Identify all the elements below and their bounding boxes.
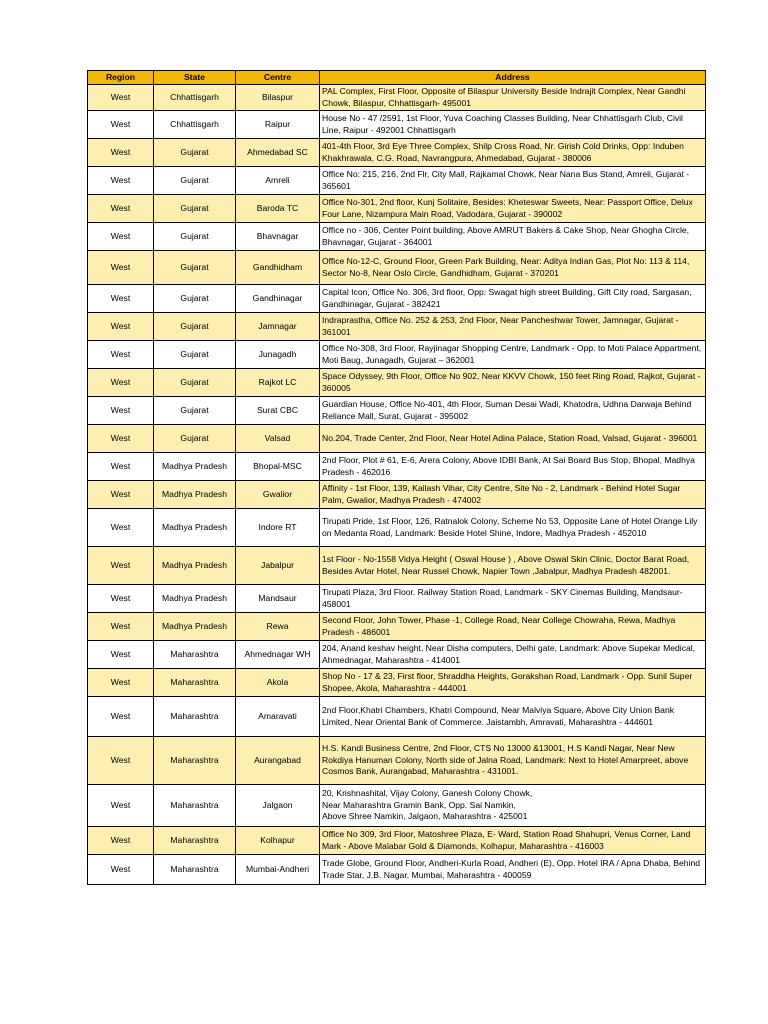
table-row [88, 855, 706, 885]
cell-centre: Mumbai-Andheri [236, 855, 320, 885]
table-row [88, 425, 706, 453]
table-row [88, 669, 706, 697]
cell-region: West [88, 613, 154, 641]
cell-region: West [88, 827, 154, 855]
cell-state: Maharashtra [154, 785, 236, 827]
cell-centre: Aurangabad [236, 737, 320, 785]
cell-centre: Jalgaon [236, 785, 320, 827]
cell-state: Maharashtra [154, 669, 236, 697]
header-region: Region [88, 71, 154, 85]
table-row [88, 341, 706, 369]
table-row [88, 251, 706, 285]
cell-address: Office no - 306, Center Point building, Above AMRUT Bakers & Cake Shop, Near Ghogha Circle, Bhavnagar, Gujarat - 364001 [320, 223, 706, 251]
cell-region: West [88, 285, 154, 313]
cell-region: West [88, 547, 154, 585]
cell-address: Office No: 215, 216, 2nd Flr, City Mall, Rajkamal Chowk, Near Nana Bus Stand, Amreli, Gujarat - 365601 [320, 167, 706, 195]
table-row [88, 453, 706, 481]
cell-address: Guardian House, Office No-401, 4th Floor, Suman Desai Wadi, Khatodra, Udhna Darwaja Behind Reliance Mall, Surat, Gujarat - 395002 [320, 397, 706, 425]
cell-centre: Kolhapur [236, 827, 320, 855]
cell-address: 204, Anand keshav height, Near Disha computers, Delhi gate, Landmark: Above Supekar Medical, Ahmednagar, Maharashtra - 414001 [320, 641, 706, 669]
cell-state: Maharashtra [154, 855, 236, 885]
cell-centre: Valsad [236, 425, 320, 453]
cell-region: West [88, 697, 154, 737]
cell-address: Space Odyssey, 9th Floor, Office No 902, Near KKVV Chowk, 150 feet Ring Road, Rajkot, Gujarat - 360005 [320, 369, 706, 397]
table-row [88, 641, 706, 669]
table-row [88, 85, 706, 111]
cell-centre: Jabalpur [236, 547, 320, 585]
table-row [88, 481, 706, 509]
cell-region: West [88, 641, 154, 669]
cell-region: West [88, 167, 154, 195]
table-row [88, 195, 706, 223]
cell-region: West [88, 397, 154, 425]
cell-state: Gujarat [154, 425, 236, 453]
table-row [88, 111, 706, 139]
cell-centre: Bilaspur [236, 85, 320, 111]
cell-state: Gujarat [154, 223, 236, 251]
cell-centre: Surat CBC [236, 397, 320, 425]
cell-region: West [88, 425, 154, 453]
cell-region: West [88, 313, 154, 341]
cell-region: West [88, 737, 154, 785]
cell-state: Gujarat [154, 369, 236, 397]
cell-state: Madhya Pradesh [154, 509, 236, 547]
cell-centre: Baroda TC [236, 195, 320, 223]
header-address: Address [320, 71, 706, 85]
cell-centre: Amreli [236, 167, 320, 195]
table-row [88, 585, 706, 613]
cell-state: Gujarat [154, 167, 236, 195]
table-row [88, 223, 706, 251]
cell-address: Shop No - 17 & 23, First floor, Shraddha Heights, Gorakshan Road, Landmark - Opp. Sunil Super Shopee, Akola, Maharashtra - 444001 [320, 669, 706, 697]
cell-centre: Akola [236, 669, 320, 697]
cell-centre: Ahmednagar WH [236, 641, 320, 669]
cell-centre: Jamnagar [236, 313, 320, 341]
cell-region: West [88, 669, 154, 697]
cell-state: Madhya Pradesh [154, 585, 236, 613]
cell-region: West [88, 585, 154, 613]
cell-state: Gujarat [154, 195, 236, 223]
cell-centre: Gandhinagar [236, 285, 320, 313]
cell-region: West [88, 111, 154, 139]
cell-region: West [88, 341, 154, 369]
cell-centre: Ahmedabad SC [236, 139, 320, 167]
cell-address: 20, Krishnashital, Vijay Colony, Ganesh Colony Chowk, Near Maharashtra Gramin Bank, Opp. Sai Namkin, Above Shree Namkin, Jalgaon, Maharashtra - 425001 [320, 785, 706, 827]
cell-state: Madhya Pradesh [154, 481, 236, 509]
cell-centre: Rajkot LC [236, 369, 320, 397]
cell-state: Gujarat [154, 313, 236, 341]
cell-region: West [88, 195, 154, 223]
cell-centre: Junagadh [236, 341, 320, 369]
cell-address: 401-4th Floor, 3rd Eye Three Complex, Shilp Cross Road, Nr. Girish Cold Drinks, Opp: Induben Khakhrawala, C.G. Road, Navrangpura, Ahmedabad, Gujarat - 380006 [320, 139, 706, 167]
cell-state: Gujarat [154, 139, 236, 167]
cell-state: Chhattisgarh [154, 85, 236, 111]
table-row [88, 313, 706, 341]
centres-table [87, 70, 706, 885]
cell-address: House No - 47 /2591, 1st Floor, Yuva Coaching Classes Building, Near Chhattisgarh Club, Civil Line, Raipur - 492001 Chhattisgarh [320, 111, 706, 139]
cell-address: Second Floor, John Tower, Phase -1, College Road, Near College Chowraha, Rewa, Madhya Pradesh - 486001 [320, 613, 706, 641]
cell-centre: Bhavnagar [236, 223, 320, 251]
cell-centre: Rewa [236, 613, 320, 641]
cell-region: West [88, 139, 154, 167]
cell-centre: Amaravati [236, 697, 320, 737]
cell-centre: Indore RT [236, 509, 320, 547]
cell-region: West [88, 509, 154, 547]
cell-state: Gujarat [154, 341, 236, 369]
cell-state: Maharashtra [154, 737, 236, 785]
cell-region: West [88, 251, 154, 285]
cell-region: West [88, 785, 154, 827]
cell-address: Trade Globe, Ground Floor, Andheri-Kurla Road, Andheri (E), Opp. Hotel IRA / Apna Dhaba, Behind Trade Star, J.B. Nagar, Mumbai, Maharashtra - 400059 [320, 855, 706, 885]
cell-region: West [88, 453, 154, 481]
cell-address: 2nd Floor,Khatri Chambers, Khatri Compound, Near Malviya Square, Above City Union Bank Limited, Near Oriental Bank of Commerce. Jaistambh, Amravati, Maharashtra - 444601 [320, 697, 706, 737]
cell-state: Maharashtra [154, 641, 236, 669]
cell-address: H.S. Kandi Business Centre, 2nd Floor, CTS No 13000 &13001, H.S Kandi Nagar, Near New Rokdiya Hanuman Colony, North side of Jalna Road, Landmark: Next to Hotel Amarpreet, above Cosmos Bank, Aurangabad, Maharashtra - 431001. [320, 737, 706, 785]
cell-state: Madhya Pradesh [154, 613, 236, 641]
table-header-row [88, 71, 706, 85]
cell-region: West [88, 855, 154, 885]
cell-address: Office No-12-C, Ground Floor, Green Park Building, Near: Aditya Indian Gas, Plot No: 113 & 114, Sector No-8, Near Oslo Circle, Gandhidham, Gujarat - 370201 [320, 251, 706, 285]
cell-centre: Bhopal-MSC [236, 453, 320, 481]
cell-state: Maharashtra [154, 697, 236, 737]
cell-address: Tirupati Pride, 1st Floor, 126, Ratnalok Colony, Scheme No 53, Opposite Lane of Hotel Orange Lily on Medanta Road, Landmark: Beside Hotel Shine, Indore, Madhya Pradesh - 452010 [320, 509, 706, 547]
table-row [88, 509, 706, 547]
cell-address: Tirupati Plaza, 3rd Floor. Railway Station Road, Landmark - SKY Cinemas Building, Mandsaur- 458001 [320, 585, 706, 613]
cell-address: 2nd Floor, Plot # 61, E-6, Arera Colony, Above IDBI Bank, At Sai Board Bus Stop, Bhopal, Madhya Pradesh - 462016 [320, 453, 706, 481]
cell-region: West [88, 481, 154, 509]
cell-address: Office No 309, 3rd Floor, Matoshree Plaza, E- Ward, Station Road Shahupri, Venus Corner, Land Mark - Above Malabar Gold & Diamonds, Kolhapur, Maharashtra - 416003 [320, 827, 706, 855]
table-row [88, 139, 706, 167]
cell-address: 1st Floor - No-1558 Vidya Height ( Oswal House ) , Above Oswal Skin Clinic, Doctor Barat Road, Besides Avtar Hotel, Near Russel Chowk, Napier Town ,Jabalpur, Madhya Pradesh 482001. [320, 547, 706, 585]
cell-address: No.204, Trade Center, 2nd Floor, Near Hotel Adina Palace, Station Road, Valsad, Gujarat - 396001 [320, 425, 706, 453]
cell-centre: Gwalior [236, 481, 320, 509]
table-row [88, 785, 706, 827]
header-state: State [154, 71, 236, 85]
cell-state: Maharashtra [154, 827, 236, 855]
cell-state: Gujarat [154, 397, 236, 425]
header-centre: Centre [236, 71, 320, 85]
cell-state: Madhya Pradesh [154, 547, 236, 585]
cell-centre: Mandsaur [236, 585, 320, 613]
table-row [88, 547, 706, 585]
table-row [88, 737, 706, 785]
cell-state: Chhattisgarh [154, 111, 236, 139]
table-row [88, 285, 706, 313]
cell-address: Affinity - 1st Floor, 139, Kailash Vihar, City Centre, Site No - 2, Landmark - Behind Hotel Sugar Palm, Gwalior, Madhya Pradesh - 474002 [320, 481, 706, 509]
cell-region: West [88, 369, 154, 397]
cell-centre: Raipur [236, 111, 320, 139]
cell-region: West [88, 223, 154, 251]
table-body [88, 85, 706, 885]
cell-state: Gujarat [154, 285, 236, 313]
cell-address: Office No-301, 2nd floor, Kunj Solitaire, Besides: Kheteswar Sweets, Near: Passport Office, Delux Four Lane, Nizampura Main Road, Vadodara, Gujarat - 390002 [320, 195, 706, 223]
cell-region: West [88, 85, 154, 111]
table-row [88, 613, 706, 641]
table-row [88, 167, 706, 195]
cell-address: Indraprastha, Office No. 252 & 253, 2nd Floor, Near Pancheshwar Tower, Jamnagar, Gujarat - 361001 [320, 313, 706, 341]
cell-state: Madhya Pradesh [154, 453, 236, 481]
cell-state: Gujarat [154, 251, 236, 285]
cell-centre: Gandhidham [236, 251, 320, 285]
table-row [88, 369, 706, 397]
cell-address: PAL Complex, First Floor, Opposite of Bilaspur University Beside Indrajit Complex, Near Gandhi Chowk, Bilaspur, Chhattisgarh- 495001 [320, 85, 706, 111]
cell-address: Office No-308, 3rd Floor, Rayjinagar Shopping Centre, Landmark - Opp. to Moti Palace Appartment, Moti Baug, Junagadh, Gujarat – 362001 [320, 341, 706, 369]
cell-address: Capital Icon, Office No. 306, 3rd floor, Opp: Swagat high street Building, Gift City road, Sargasan, Gandhinagar, Gujarat - 382421 [320, 285, 706, 313]
table-row [88, 697, 706, 737]
table-row [88, 827, 706, 855]
table-row [88, 397, 706, 425]
